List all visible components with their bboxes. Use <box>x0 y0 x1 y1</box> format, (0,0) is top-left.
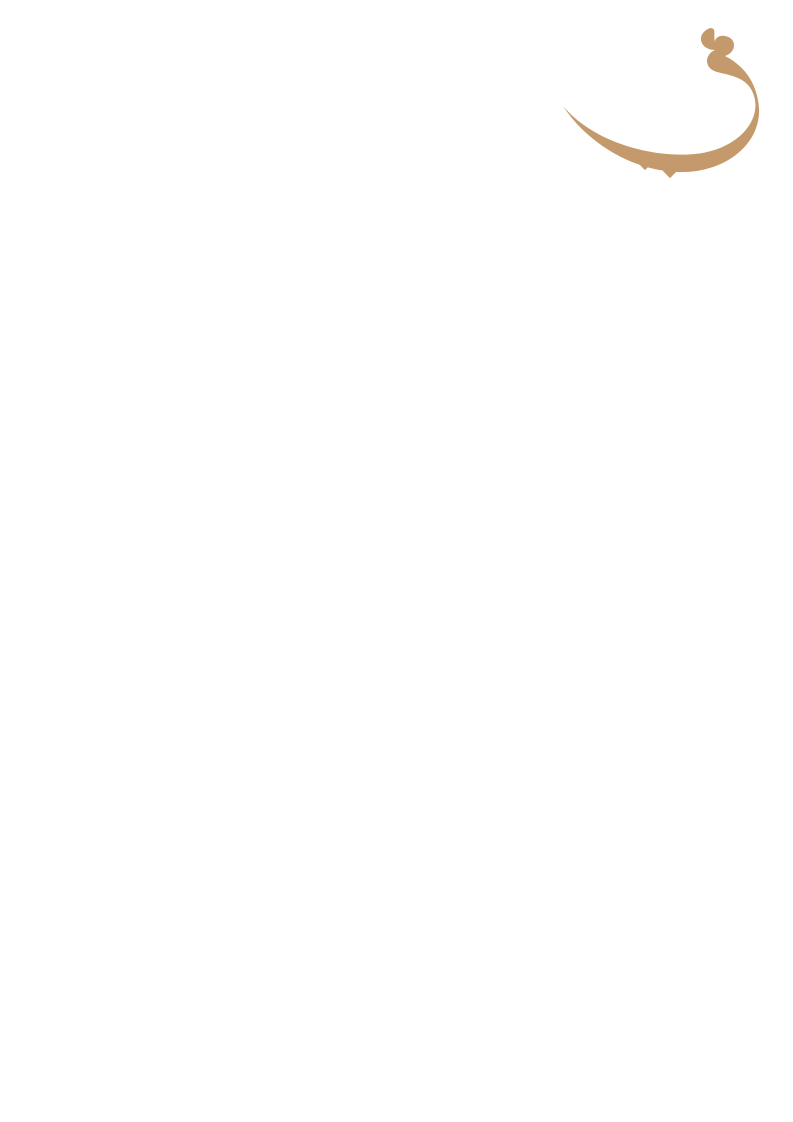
logo-arabic-mark <box>555 20 765 185</box>
side-pattern <box>0 0 80 1122</box>
